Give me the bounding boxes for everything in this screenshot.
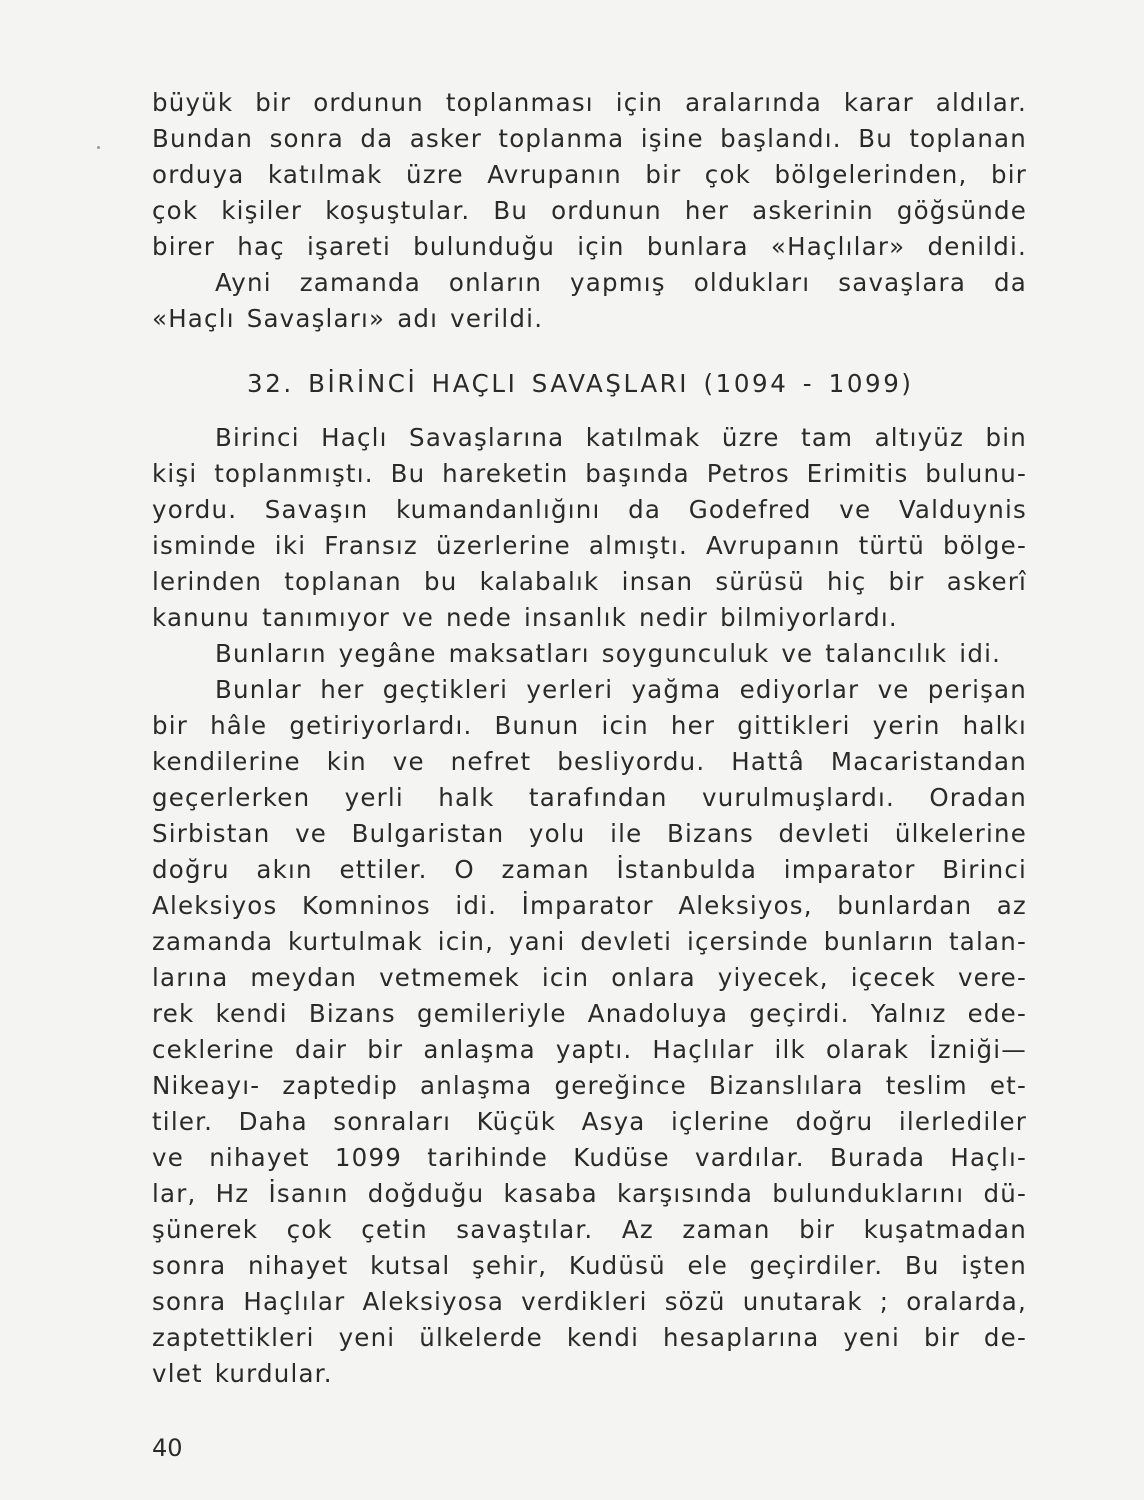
text-line: lar, Hz İsanın doğduğu kasaba karşısında bulunduklarını dü- bbox=[152, 1179, 1027, 1208]
text-line: şünerek çok çetin savaştılar. Az zaman bir kuşatmadan bbox=[152, 1215, 1027, 1244]
text-line: bir hâle getiriyorlardı. Bunun icin her gittikleri yerin halkı bbox=[152, 711, 1027, 740]
text-line: birer haç işareti bulunduğu için bunlara «Haçlılar» denildi. bbox=[152, 232, 1027, 261]
text-line: çok kişiler koşuştular. Bu ordunun her askerinin göğsünde bbox=[152, 196, 1027, 225]
text-line: Bunların yegâne maksatları soygunculuk ve talancılık idi. bbox=[215, 639, 1002, 668]
text-line: ve nihayet 1099 tarihinde Kudüse vardılar. Burada Haçlı- bbox=[152, 1143, 1027, 1172]
text-line: Bundan sonra da asker toplanma işine başlandı. Bu toplanan bbox=[152, 124, 1027, 153]
text-line: kanunu tanımıyor ve nede insanlık nedir bilmiyorlardı. bbox=[152, 603, 898, 632]
text-line: Nikeayı- zaptedip anlaşma gereğince Bizanslılara teslim et- bbox=[152, 1071, 1027, 1100]
text-line: orduya katılmak üzre Avrupanın bir çok bölgelerinden, bir bbox=[152, 160, 1027, 189]
text-line: yordu. Savaşın kumandanlığını da Godefred ve Valduynis bbox=[152, 495, 1027, 524]
text-line: kişi toplanmıştı. Bu hareketin başında Petros Erimitis bulunu- bbox=[152, 459, 1027, 488]
text-line: zamanda kurtulmak icin, yani devleti içersinde bunların talan- bbox=[152, 927, 1027, 956]
text-line: Aleksiyos Komninos idi. İmparator Aleksiyos, bunlardan az bbox=[152, 891, 1027, 920]
text-line: Bunlar her geçtikleri yerleri yağma ediyorlar ve perişan bbox=[215, 675, 1027, 704]
text-line: tiler. Daha sonraları Küçük Asya içlerine doğru ilerlediler bbox=[152, 1107, 1027, 1136]
text-line: zaptettikleri yeni ülkelerde kendi hesaplarına yeni bir de- bbox=[152, 1323, 1027, 1352]
text-line: Birinci Haçlı Savaşlarına katılmak üzre tam altıyüz bin bbox=[215, 423, 1027, 452]
text-line: vlet kurdular. bbox=[152, 1359, 333, 1388]
text-line: Ayni zamanda onların yapmış oldukları savaşlara da bbox=[215, 268, 1027, 297]
text-line: sonra nihayet kutsal şehir, Kudüsü ele geçirdiler. Bu işten bbox=[152, 1251, 1027, 1280]
page-number: 40 bbox=[152, 1434, 183, 1462]
text-line: rek kendi Bizans gemileriyle Anadoluya geçirdi. Yalnız ede- bbox=[152, 999, 1027, 1028]
text-line: isminde iki Fransız üzerlerine almıştı. Avrupanın türtü bölge- bbox=[152, 531, 1027, 560]
text-line: geçerlerken yerli halk tarafından vurulmuşlardı. Oradan bbox=[152, 783, 1027, 812]
text-line: lerinden toplanan bu kalabalık insan sürüsü hiç bir askerî bbox=[152, 567, 1027, 596]
text-line: doğru akın ettiler. O zaman İstanbulda imparator Birinci bbox=[152, 855, 1027, 884]
text-line: kendilerine kin ve nefret besliyordu. Hattâ Macaristandan bbox=[152, 747, 1027, 776]
text-line: büyük bir ordunun toplanması için aralarında karar aldılar. bbox=[152, 88, 1027, 117]
text-line: «Haçlı Savaşları» adı verildi. bbox=[152, 304, 544, 333]
section-heading: 32. BİRİNCİ HAÇLI SAVAŞLARI (1094 - 1099) bbox=[247, 369, 914, 398]
paper-speck bbox=[97, 146, 100, 149]
text-line: ceklerine dair bir anlaşma yaptı. Haçlılar ilk olarak İzniği— bbox=[152, 1035, 1027, 1064]
text-line: Sirbistan ve Bulgaristan yolu ile Bizans devleti ülkelerine bbox=[152, 819, 1027, 848]
text-line: larına meydan vetmemek icin onlara yiyecek, içecek vere- bbox=[152, 963, 1027, 992]
text-line: sonra Haçlılar Aleksiyosa verdikleri sözü unutarak ; oralarda, bbox=[152, 1287, 1027, 1316]
